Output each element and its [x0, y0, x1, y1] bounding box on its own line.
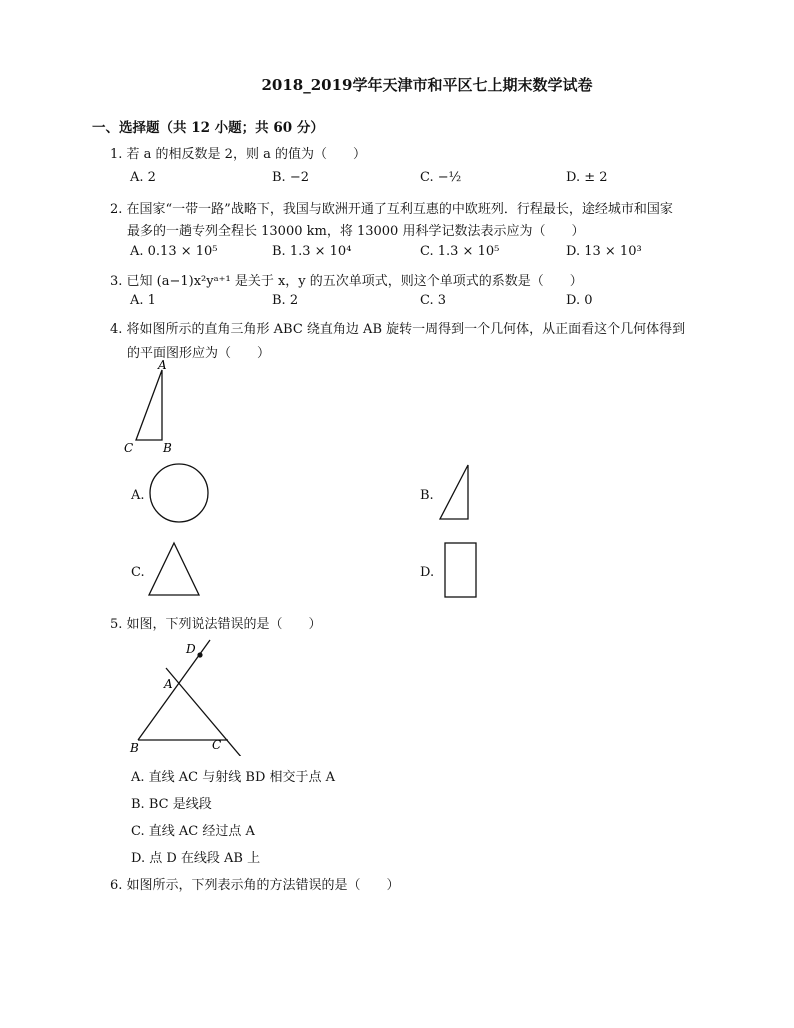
- q5-label-d: D: [186, 642, 196, 656]
- q2-option-b: B. 1.3 × 10⁴: [272, 244, 352, 259]
- question-5-stem: 5. 如图，下列说法错误的是（ ）: [110, 617, 322, 632]
- q5-figure: [124, 636, 254, 756]
- q5-label-b: B: [130, 741, 139, 755]
- q3-option-b: B. 2: [272, 293, 299, 308]
- q1-option-a: A. 2: [130, 170, 156, 185]
- q5-label-c: C: [212, 738, 222, 752]
- q4-option-d-rectangle: [440, 540, 480, 600]
- question-2-stem-line2: 最多的一趟专列全程长 13000 km，将 13000 用科学记数法表示应为（ ）: [127, 224, 585, 239]
- q5-line-ac: [166, 668, 242, 756]
- q4-option-c: C.: [131, 565, 145, 580]
- q2-option-a: A. 0.13 × 10⁵: [130, 244, 218, 259]
- q3-option-c: C. 3: [420, 293, 447, 308]
- q3-option-a: A. 1: [130, 293, 156, 308]
- q4-option-a: A.: [131, 488, 145, 503]
- question-4-stem-line1: 4. 将如图所示的直角三角形 ABC 绕直角边 AB 旋转一周得到一个几何体，从正面看这个几何体得到: [110, 322, 686, 337]
- q4-option-d: D.: [420, 565, 435, 580]
- q5-option-d: D. 点 D 在线段 AB 上: [131, 851, 261, 866]
- section-heading: 一、选择题（共 12 小题；共 60 分）: [92, 120, 324, 136]
- q4-triangle-shape: [136, 370, 162, 440]
- q1-option-d: D. ± 2: [566, 170, 608, 185]
- q4-label-c: C: [124, 441, 134, 455]
- question-6-stem: 6. 如图所示，下列表示角的方法错误的是（ ）: [110, 878, 400, 893]
- q5-option-c: C. 直线 AC 经过点 A: [131, 824, 255, 839]
- q4-label-a: A: [158, 358, 167, 372]
- q2-option-d: D. 13 × 10³: [566, 244, 642, 259]
- q4-label-b: B: [163, 441, 172, 455]
- q5-option-b: B. BC 是线段: [131, 797, 212, 812]
- q3-option-d: D. 0: [566, 293, 593, 308]
- question-4-stem-line2: 的平面图形应为（ ）: [127, 346, 271, 361]
- q5-label-a: A: [164, 677, 173, 691]
- question-2-stem-line1: 2. 在国家“一带一路”战略下，我国与欧洲开通了互利互惠的中欧班列．行程最长，途经城市和国家: [110, 202, 673, 217]
- page-title: 2018_2019学年天津市和平区七上期末数学试卷: [261, 76, 593, 94]
- question-1-stem: 1. 若 a 的相反数是 2，则 a 的值为（ ）: [110, 147, 366, 162]
- question-3-stem: 3. 已知 (a−1)x²yᵃ⁺¹ 是关于 x，y 的五次单项式，则这个单项式的系数是（ ）: [110, 274, 583, 289]
- q5-point-d: [197, 652, 202, 657]
- q1-option-b: B. −2: [272, 170, 309, 185]
- q5-option-a: A. 直线 AC 与射线 BD 相交于点 A: [131, 770, 336, 785]
- q4-option-c-triangle: [146, 540, 202, 598]
- q4-triangle-figure: [118, 358, 188, 458]
- q4-option-b-triangle: [436, 462, 476, 522]
- q1-option-c: C. −½: [420, 170, 462, 185]
- q2-option-c: C. 1.3 × 10⁵: [420, 244, 500, 259]
- q4-option-b: B.: [420, 488, 434, 503]
- q4-option-a-circle: [148, 462, 212, 526]
